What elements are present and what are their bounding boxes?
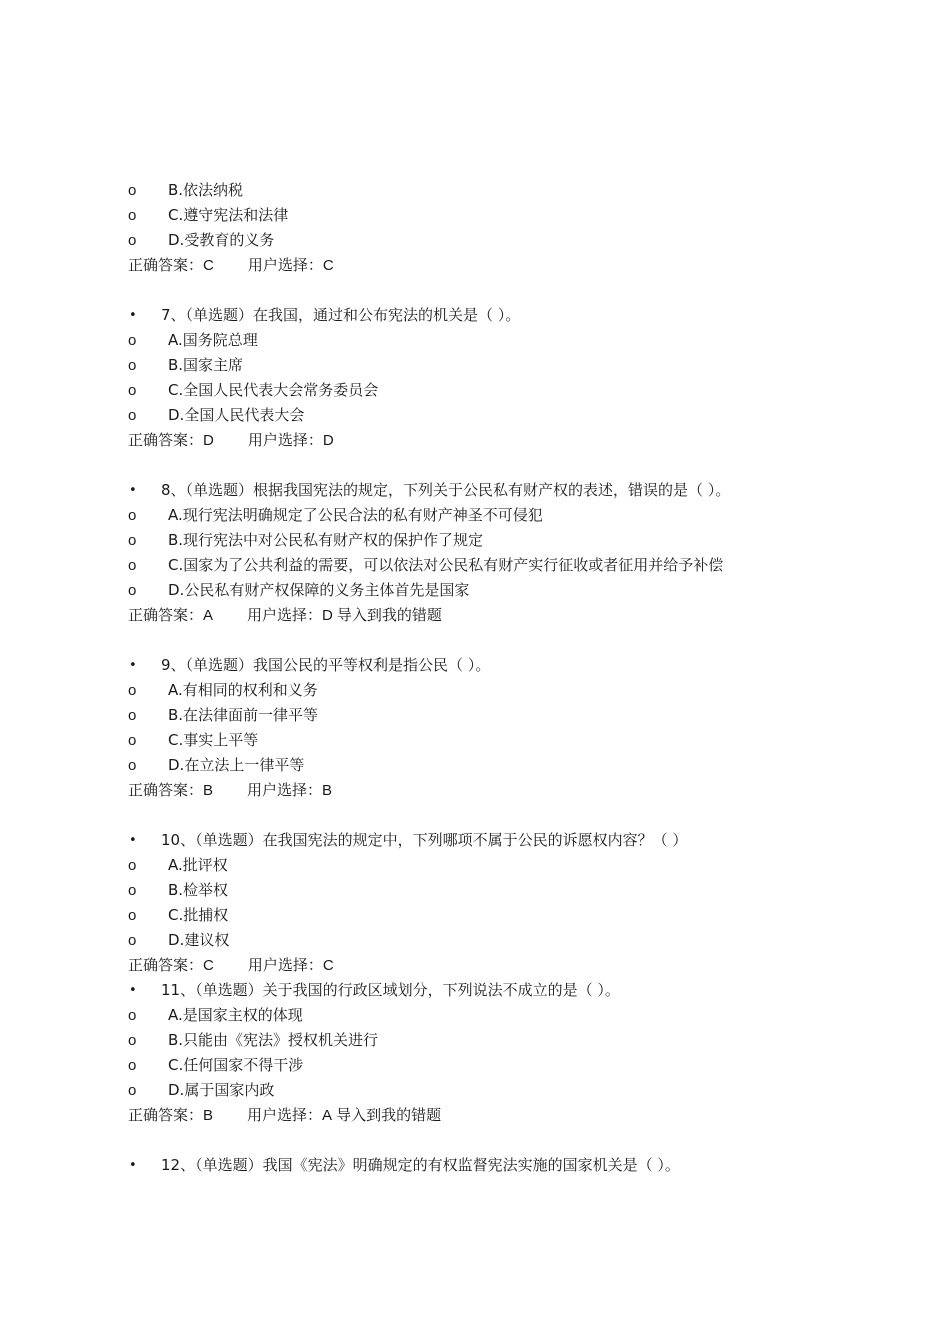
correct-answer-label: 正确答案： [128, 956, 204, 974]
answer-summary [128, 253, 334, 278]
option-text: C.遵守宪法和法律 [168, 206, 289, 224]
option-text: C.国家为了公共利益的需要，可以依法对公民私有财产实行征收或者征用并给予补偿 [168, 556, 724, 574]
option-marker: o [128, 1032, 137, 1049]
option-row [0, 928, 950, 953]
option-marker: o [128, 682, 137, 699]
correct-answer-value: B [203, 1107, 214, 1124]
correct-answer-value: B [203, 782, 214, 799]
spacer [0, 803, 950, 828]
user-choice-value: D [322, 607, 333, 624]
answer-summary [128, 778, 332, 803]
correct-answer-label: 正确答案： [128, 256, 204, 274]
answer-summary [128, 428, 334, 453]
option-marker: o [128, 357, 137, 374]
option-text: B.依法纳税 [168, 181, 244, 199]
option-text: D.受教育的义务 [168, 231, 275, 249]
option-row [0, 1028, 950, 1053]
answer-summary [128, 1103, 441, 1128]
option-text: C.事实上平等 [168, 731, 259, 749]
option-row [0, 903, 950, 928]
option-row [0, 753, 950, 778]
user-choice-label: 用户选择： [247, 781, 323, 799]
user-choice-label: 用户选择： [247, 431, 323, 449]
option-row [0, 228, 950, 253]
bullet-marker: • [129, 1158, 137, 1173]
option-marker: o [128, 182, 137, 199]
option-row [0, 1003, 950, 1028]
option-text: A.现行宪法明确规定了公民合法的私有财产神圣不可侵犯 [168, 506, 543, 524]
correct-answer-label: 正确答案： [128, 1106, 204, 1124]
option-marker: o [128, 532, 137, 549]
option-marker: o [128, 757, 137, 774]
user-choice-value: B [322, 782, 333, 799]
option-text: D.属于国家内政 [168, 1081, 275, 1099]
option-marker: o [128, 1082, 137, 1099]
question-title: 11、（单选题）关于我国的行政区域划分，下列说法不成立的是（ ）。 [161, 981, 620, 999]
option-text: D.在立法上一律平等 [168, 756, 305, 774]
question-title-row [0, 828, 950, 853]
bullet-marker: • [129, 833, 137, 848]
option-marker: o [128, 207, 137, 224]
option-row [0, 728, 950, 753]
option-text: B.检举权 [168, 881, 229, 899]
option-row [0, 378, 950, 403]
answer-row [0, 953, 950, 978]
bullet-marker: • [129, 483, 137, 498]
question-title-row [0, 653, 950, 678]
option-text: A.批评权 [168, 856, 228, 874]
option-row [0, 178, 950, 203]
option-marker: o [128, 857, 137, 874]
option-marker: o [128, 882, 137, 899]
answer-row [0, 428, 950, 453]
option-text: D.公民私有财产权保障的义务主体首先是国家 [168, 581, 470, 599]
correct-answer-label: 正确答案： [128, 431, 204, 449]
option-row [0, 878, 950, 903]
option-row [0, 328, 950, 353]
user-choice-value: C [322, 257, 334, 274]
import-wrong-question-link[interactable]: 导入到我的错题 [336, 606, 442, 624]
option-marker: o [128, 1057, 137, 1074]
option-marker: o [128, 407, 137, 424]
spacer [0, 628, 950, 653]
question-title-row [0, 478, 950, 503]
option-row [0, 678, 950, 703]
option-text: B.在法律面前一律平等 [168, 706, 319, 724]
question-title: 8、（单选题）根据我国宪法的规定，下列关于公民私有财产权的表述，错误的是（ ）。 [161, 481, 731, 499]
answer-row [0, 253, 950, 278]
bullet-marker: • [129, 308, 137, 323]
option-marker: o [128, 1007, 137, 1024]
option-row [0, 1078, 950, 1103]
option-row [0, 703, 950, 728]
option-text: C.批捕权 [168, 906, 229, 924]
question-title: 12、（单选题）我国《宪法》明确规定的有权监督宪法实施的国家机关是（ ）。 [161, 1156, 680, 1174]
option-row [0, 353, 950, 378]
question-title-row [0, 303, 950, 328]
spacer [0, 453, 950, 478]
user-choice-label: 用户选择： [247, 956, 323, 974]
import-wrong-question-link[interactable]: 导入到我的错题 [336, 1106, 442, 1124]
question-title-row [0, 1153, 950, 1178]
correct-answer-label: 正确答案： [128, 606, 204, 624]
option-marker: o [128, 932, 137, 949]
option-row [0, 853, 950, 878]
question-title-row [0, 978, 950, 1003]
correct-answer-value: C [203, 257, 214, 274]
option-marker: o [128, 582, 137, 599]
correct-answer-value: C [203, 957, 214, 974]
option-text: A.国务院总理 [168, 331, 258, 349]
option-text: D.建议权 [168, 931, 230, 949]
option-text: A.是国家主权的体现 [168, 1006, 303, 1024]
correct-answer-value: A [203, 607, 214, 624]
question-title: 7、（单选题）在我国，通过和公布宪法的机关是（ ）。 [161, 306, 521, 324]
quiz-document [0, 178, 950, 1178]
bullet-marker: • [129, 983, 137, 998]
user-choice-value: C [322, 957, 334, 974]
option-text: B.国家主席 [168, 356, 244, 374]
option-text: A.有相同的权利和义务 [168, 681, 318, 699]
answer-row [0, 778, 950, 803]
option-row [0, 528, 950, 553]
answer-summary [128, 953, 334, 978]
user-choice-value: D [322, 432, 334, 449]
user-choice-label: 用户选择： [247, 606, 323, 624]
spacer [0, 278, 950, 303]
option-row [0, 403, 950, 428]
user-choice-value: A [322, 1107, 333, 1124]
option-text: D.全国人民代表大会 [168, 406, 305, 424]
option-marker: o [128, 507, 137, 524]
answer-row [0, 603, 950, 628]
option-marker: o [128, 557, 137, 574]
question-title: 9、（单选题）我国公民的平等权利是指公民（ ）。 [161, 656, 491, 674]
option-row [0, 203, 950, 228]
bullet-marker: • [129, 658, 137, 673]
option-text: C.任何国家不得干涉 [168, 1056, 304, 1074]
option-marker: o [128, 332, 137, 349]
user-choice-label: 用户选择： [247, 1106, 323, 1124]
option-marker: o [128, 232, 137, 249]
user-choice-label: 用户选择： [247, 256, 323, 274]
option-row [0, 553, 950, 578]
option-marker: o [128, 382, 137, 399]
answer-row [0, 1103, 950, 1128]
option-text: B.现行宪法中对公民私有财产权的保护作了规定 [168, 531, 484, 549]
option-marker: o [128, 732, 137, 749]
option-text: C.全国人民代表大会常务委员会 [168, 381, 379, 399]
option-text: B.只能由《宪法》授权机关进行 [168, 1031, 379, 1049]
spacer [0, 1128, 950, 1153]
option-row [0, 1053, 950, 1078]
correct-answer-value: D [203, 432, 214, 449]
option-marker: o [128, 707, 137, 724]
option-marker: o [128, 907, 137, 924]
correct-answer-label: 正确答案： [128, 781, 204, 799]
question-title: 10、（单选题）在我国宪法的规定中，下列哪项不属于公民的诉愿权内容？（ ） [161, 831, 688, 849]
option-row [0, 578, 950, 603]
option-row [0, 503, 950, 528]
answer-summary [128, 603, 442, 628]
